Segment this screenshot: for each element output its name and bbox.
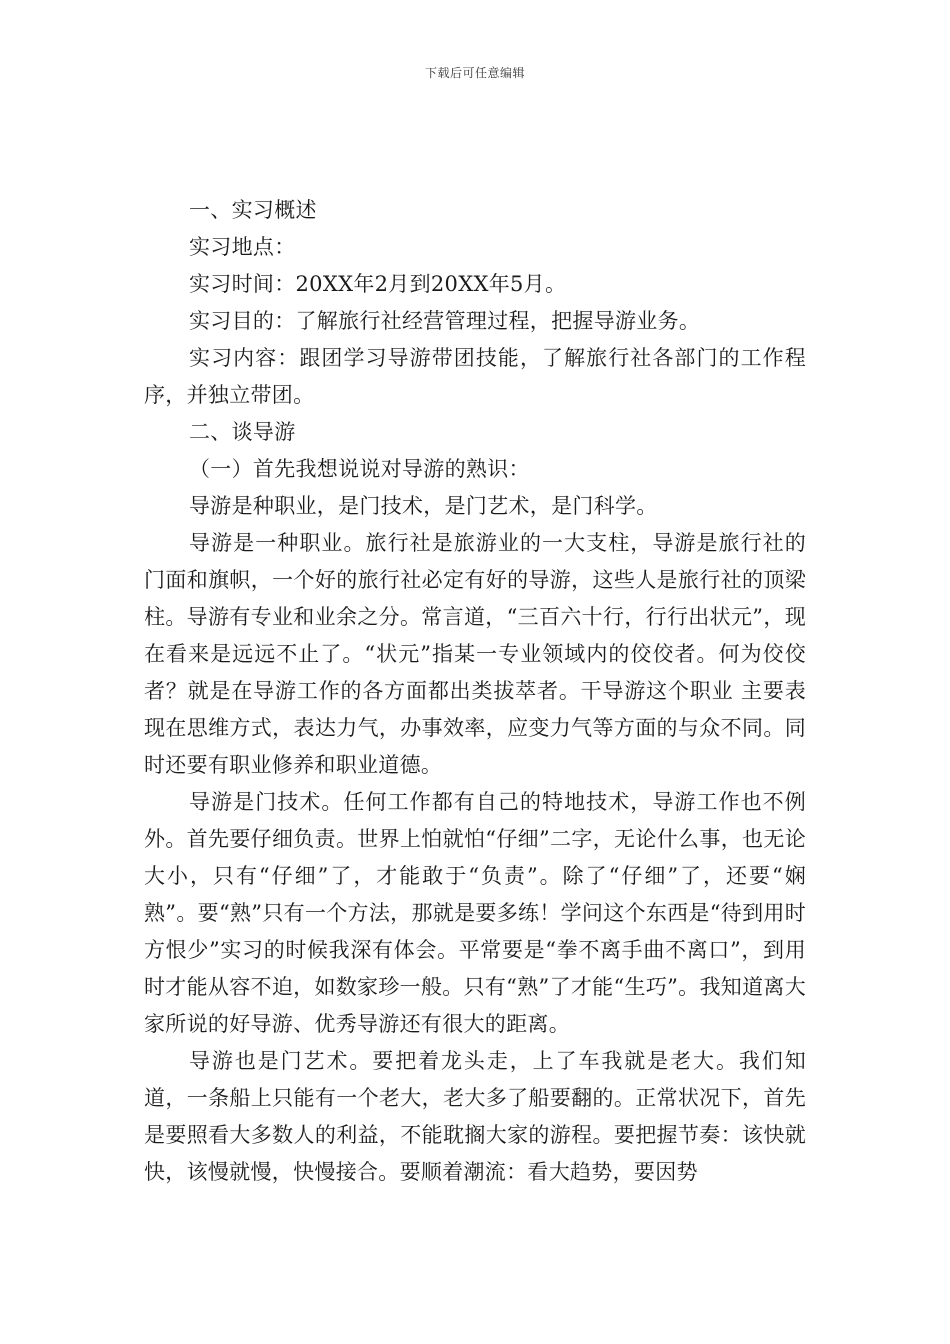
- section-heading-overview: 一、实习概述: [189, 198, 317, 222]
- paragraph-time: 实习时间：20XX年2月到20XX年5月。: [189, 272, 567, 296]
- paragraph-profession: 导游是一种职业。旅行社是旅游业的一大支柱，导游是旅行社的门面和旗帜，一个好的旅行社必定有好的导游，这些人是旅行社的顶梁柱。导游有专业和业余之分。常言道，“三百六十行，行行出状元”，现在看来是远远不止了。“状元”指某一专业领域内的佼佼者。何为佼佼者？就是在导游工作的各方面都出类拔萃者。干导游这个职业 主要表现在思维方式，表达力气，办事效率，应变力气等方面的与众不同。同时还要有职业修养和职业道德。: [144, 531, 806, 777]
- paragraph-location: 实习地点：: [189, 235, 296, 259]
- document-body: [144, 192, 806, 1191]
- subsection-heading-understanding: （一）首先我想说说对导游的熟识：: [189, 457, 530, 481]
- paragraph-art: 导游也是门艺术。要把着龙头走，上了车我就是老大。我们知道，一条船上只能有一个老大，老大多了船要翻的。正常状况下，首先是要照看大多数人的利益，不能耽搁大家的游程。要把握节奏：该快就快，该慢就慢，快慢接合。要顺着潮流：看大趋势，要因势: [144, 1049, 806, 1184]
- paragraph-technique: 导游是门技术。任何工作都有自己的特地技术，导游工作也不例外。首先要仔细负责。世界上怕就怕“仔细”二字，无论什么事，也无论大小，只有“仔细”了，才能敢于“负责”。除了“仔细”了，还要“娴熟”。要“熟”只有一个方法，那就是要多练！学问这个东西是“待到用时方恨少”实习的时候我深有体会。平常要是“拳不离手曲不离口”，到用时才能从容不迫，如数家珍一般。只有“熟”了才能“生巧”。我知道离大家所说的好导游、优秀导游还有很大的距离。: [144, 790, 806, 1036]
- section-heading-guide: 二、谈导游: [189, 420, 296, 444]
- paragraph-purpose: 实习目的：了解旅行社经营管理过程，把握导游业务。: [189, 309, 701, 333]
- page-header: 下载后可任意编辑: [424, 66, 525, 80]
- paragraph-summary: 导游是种职业，是门技术，是门艺术，是门科学。: [189, 494, 658, 518]
- paragraph-content: 实习内容：跟团学习导游带团技能，了解旅行社各部门的工作程序，并独立带团。: [144, 346, 806, 407]
